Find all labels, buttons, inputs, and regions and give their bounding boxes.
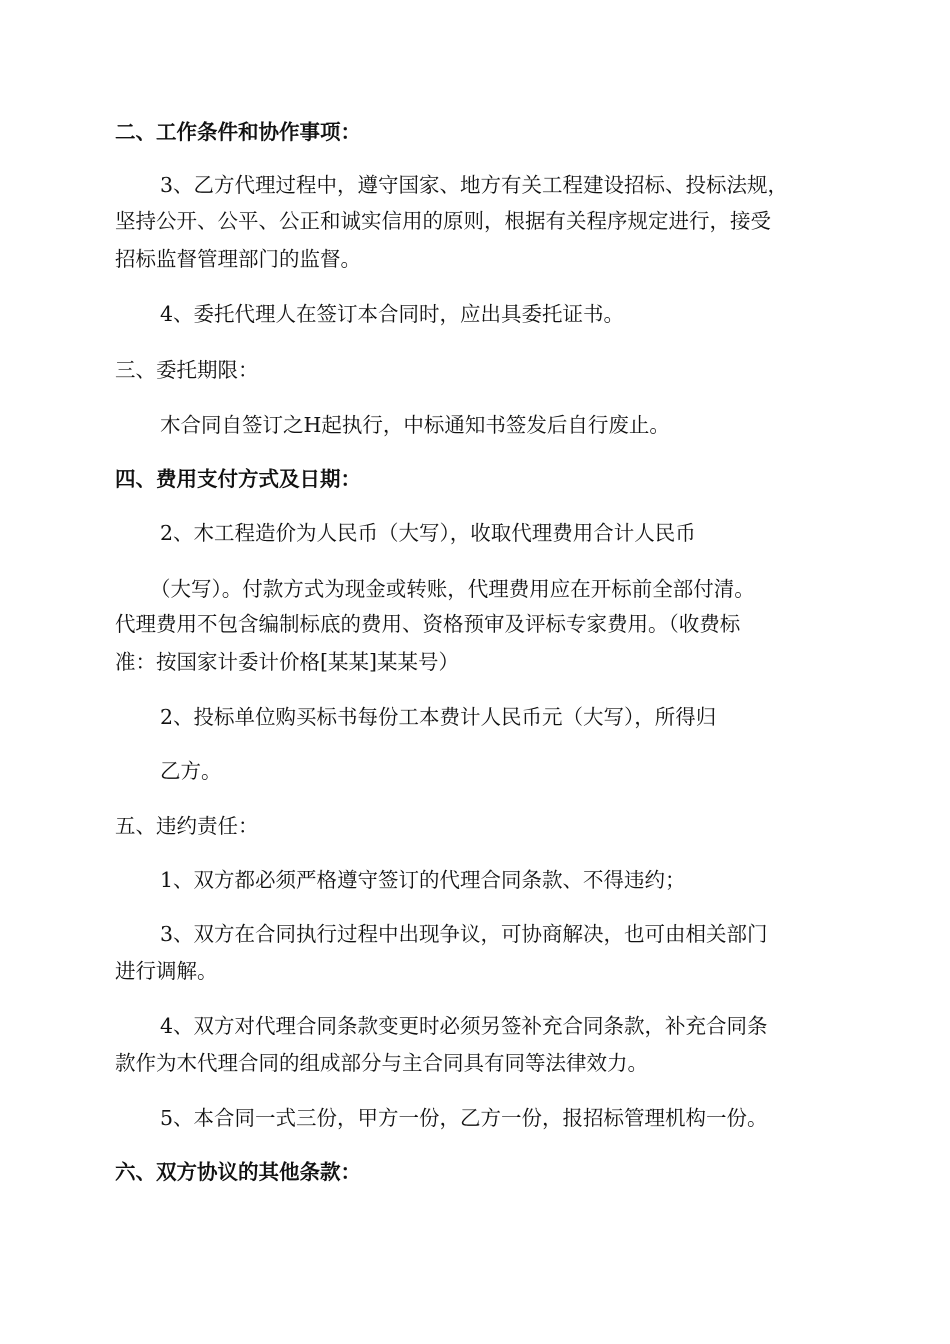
paragraph-line: 3、双方在合同执行过程中出现争议，可协商解决，也可由相关部门 — [160, 922, 768, 946]
section-heading-6: 六、双方协议的其他条款： — [115, 1160, 361, 1184]
paragraph-line: 招标监督管理部门的监督。 — [115, 247, 361, 271]
paragraph-line: 2、投标单位购买标书每份工本费计人民币元（大写），所得归 — [160, 705, 717, 729]
section-heading-3: 三、委托期限： — [115, 358, 259, 382]
paragraph-line: 乙方。 — [160, 759, 222, 783]
paragraph-line: 坚持公开、公平、公正和诚实信用的原则，根据有关程序规定进行，接受 — [115, 209, 771, 233]
paragraph-line: 4、委托代理人在签订本合同时，应出具委托证书。 — [160, 302, 625, 326]
paragraph-line: 款作为木代理合同的组成部分与主合同具有同等法律效力。 — [115, 1051, 648, 1075]
paragraph-line: 4、双方对代理合同条款变更时必须另签补充合同条款，补充合同条 — [160, 1014, 768, 1038]
section-heading-4: 四、费用支付方式及日期： — [115, 467, 361, 491]
paragraph-line: 代理费用不包含编制标底的费用、资格预审及评标专家费用。（收费标 — [115, 612, 741, 636]
section-heading-5: 五、违约责任： — [115, 814, 259, 838]
paragraph-line: 木合同自签订之Η起执行，中标通知书签发后自行废止。 — [160, 413, 670, 437]
paragraph-line: 2、木工程造价为人民币（大写），收取代理费用合计人民币 — [160, 521, 696, 545]
section-heading-2: 二、工作条件和协作事项： — [115, 120, 361, 144]
paragraph-line: 5、本合同一式三份，甲方一份，乙方一份，报招标管理机构一份。 — [160, 1106, 768, 1130]
paragraph-line: 1、双方都必须严格遵守签订的代理合同条款、不得违约； — [160, 868, 686, 892]
paragraph-line: 准：按国家计委计价格[某某]某某号） — [115, 650, 459, 674]
paragraph-line: 3、乙方代理过程中，遵守国家、地方有关工程建设招标、投标法规， — [160, 173, 789, 197]
paragraph-line: （大写）。付款方式为现金或转账，代理费用应在开标前全部付清。 — [150, 577, 755, 601]
paragraph-line: 进行调解。 — [115, 959, 218, 983]
